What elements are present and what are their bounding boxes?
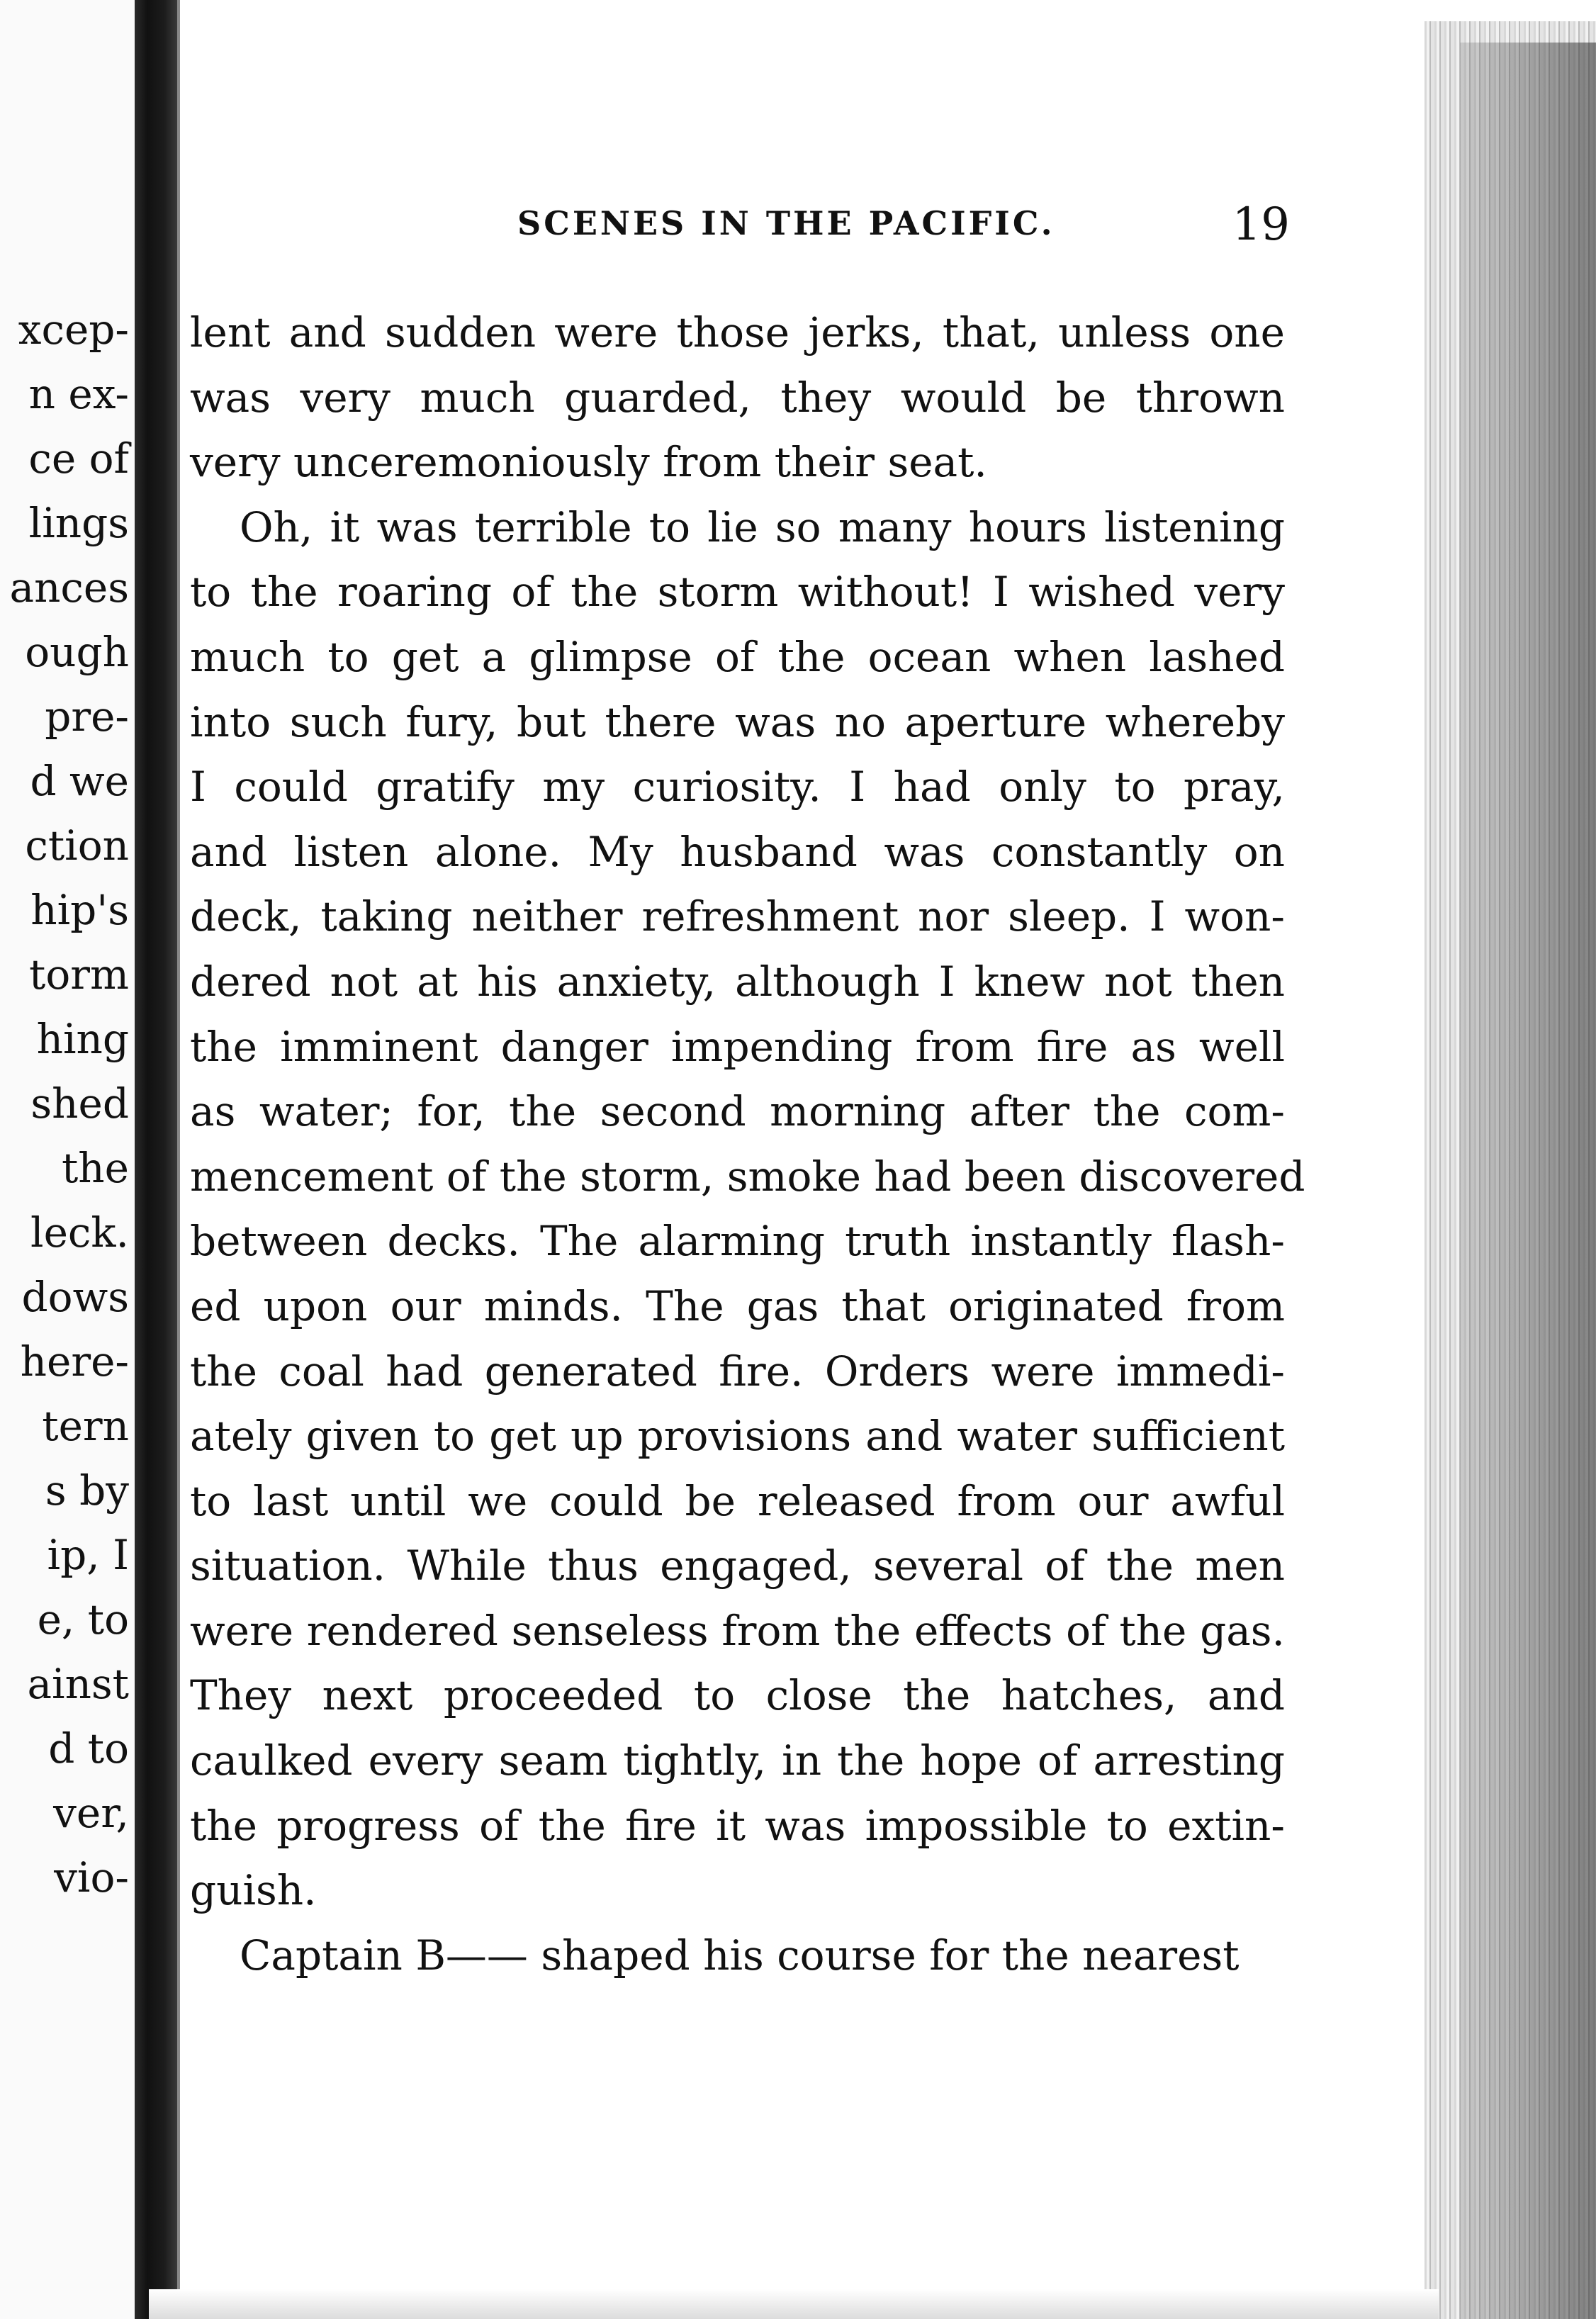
previous-page-line-fragment: d to	[48, 1724, 129, 1773]
previous-page-line-fragment: ction	[25, 821, 129, 870]
previous-page-line-fragment: ainst	[27, 1660, 129, 1708]
page-bottom-edge	[149, 2289, 1439, 2319]
text-line: as water; for, the second morning after the com-	[190, 1087, 1285, 1136]
text-line: I could gratify my curiosity. I had only to pray,	[190, 763, 1285, 812]
text-line: Captain B—— shaped his course for the nearest	[240, 1931, 1240, 1980]
text-line: the progress of the fire it was impossible to extin-	[190, 1801, 1285, 1850]
previous-page-line-fragment: shed	[30, 1079, 129, 1128]
text-line: guish.	[190, 1866, 317, 1915]
text-line: mencement of the storm, smoke had been discovered	[190, 1152, 1305, 1201]
previous-page-line-fragment: ver,	[53, 1789, 129, 1837]
previous-page-line-fragment: ances	[9, 563, 129, 612]
previous-page-line-fragment: xcep-	[18, 305, 129, 354]
previous-page-line-fragment: here-	[20, 1337, 129, 1386]
text-line: to the roaring of the storm without! I wished very	[190, 568, 1285, 617]
text-line: were rendered senseless from the effects of the gas.	[190, 1606, 1285, 1655]
previous-page-line-fragment: hing	[36, 1015, 129, 1063]
text-line: situation. While thus engaged, several of the men	[190, 1542, 1285, 1590]
text-line: the coal had generated fire. Orders were immedi-	[190, 1347, 1285, 1396]
previous-page-line-fragment: tern	[42, 1402, 129, 1450]
text-line: They next proceeded to close the hatches, and	[190, 1671, 1285, 1720]
previous-page-line-fragment: d we	[30, 757, 129, 805]
text-line: ately given to get up provisions and water sufficient	[190, 1412, 1285, 1461]
previous-page-text	[0, 298, 129, 1910]
previous-page-line-fragment: hip's	[30, 886, 129, 934]
text-line: the imminent danger impending from fire as well	[190, 1022, 1285, 1071]
text-line: was very much guarded, they would be thrown	[190, 373, 1285, 422]
text-line: into such fury, but there was no aperture whereby	[190, 697, 1285, 746]
text-line: and listen alone. My husband was constantly on	[190, 827, 1285, 876]
previous-page-line-fragment: s by	[45, 1466, 129, 1515]
previous-page-line-fragment: vio-	[54, 1853, 129, 1902]
book-gutter	[135, 0, 177, 2319]
text-line: Oh, it was terrible to lie so many hours listening	[240, 502, 1285, 551]
previous-page-fragment	[0, 0, 135, 2319]
text-line: very unceremoniously from their seat.	[190, 438, 987, 487]
text-line: dered not at his anxiety, although I knew not then	[190, 957, 1285, 1006]
text-line: much to get a glimpse of the ocean when lashed	[190, 632, 1285, 681]
text-line: to last until we could be released from our awful	[190, 1476, 1285, 1525]
page-number: 19	[1232, 198, 1290, 251]
text-line: between decks. The alarming truth instantly flash-	[190, 1217, 1285, 1266]
text-line: lent and sudden were those jerks, that, unless one	[190, 308, 1285, 356]
previous-page-line-fragment: pre-	[45, 692, 129, 741]
running-head	[333, 198, 1290, 255]
text-line: ed upon our minds. The gas that originated from	[190, 1281, 1285, 1330]
previous-page-line-fragment: n ex-	[28, 370, 129, 418]
previous-page-line-fragment: dows	[21, 1273, 129, 1321]
previous-page-line-fragment: e, to	[37, 1595, 129, 1644]
previous-page-line-fragment: leck.	[30, 1208, 129, 1257]
text-line: caulked every seam tightly, in the hope of arresting	[190, 1736, 1285, 1785]
text-line: deck, taking neither refreshment nor sleep. I won-	[190, 892, 1285, 941]
previous-page-line-fragment: ce of	[28, 434, 129, 483]
page-body-text	[190, 301, 1305, 1988]
running-title: SCENES IN THE PACIFIC.	[517, 204, 1055, 242]
previous-page-line-fragment: ough	[25, 628, 129, 676]
previous-page-line-fragment: the	[62, 1144, 129, 1192]
previous-page-line-fragment: lings	[28, 499, 129, 547]
previous-page-line-fragment: ip, I	[47, 1531, 129, 1579]
previous-page-line-fragment: torm	[29, 950, 129, 999]
page-edges-shadow	[1460, 43, 1596, 2319]
